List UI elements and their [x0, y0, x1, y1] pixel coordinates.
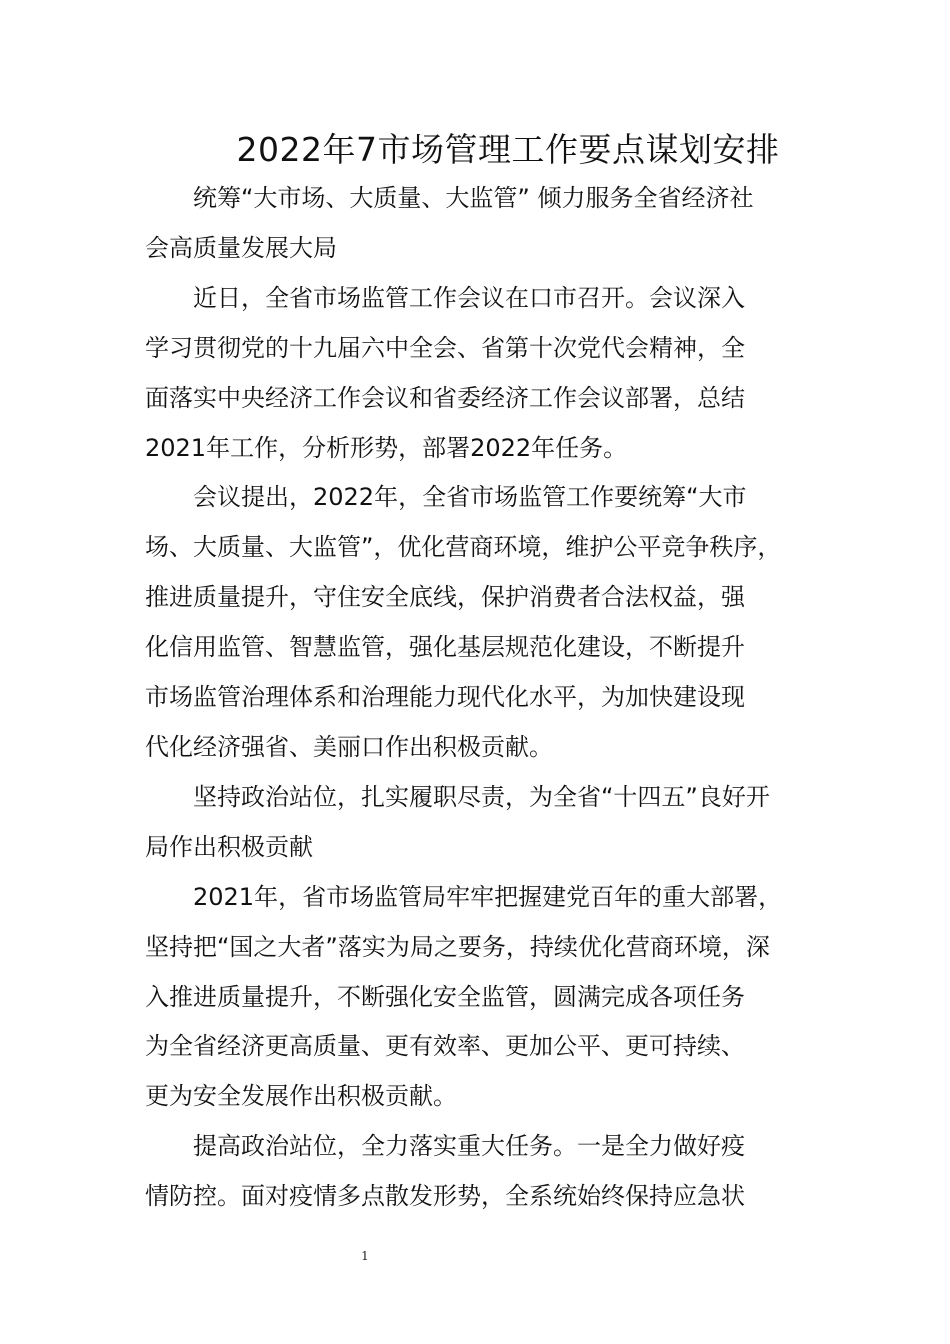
paragraph-line: 更为安全发展作出积极贡献。 [145, 1082, 457, 1111]
document-body [145, 174, 830, 1222]
paragraph [145, 1122, 830, 1222]
paragraph-line: 学习贯彻党的十九届六中全会、省第十次党代会精神，全 [145, 333, 745, 362]
paragraph-line: 会议提出，2022年，全省市场监管工作要统筹“大市 [193, 483, 747, 512]
paragraph-line: 2021年，省市场监管局牢牢把握建党百年的重大部署， [193, 882, 783, 911]
paragraph [145, 873, 830, 1123]
paragraph [145, 773, 830, 873]
paragraph-line: 2021年工作，分析形势，部署2022年任务。 [145, 433, 628, 462]
paragraph-line: 坚持把“国之大者”落实为局之要务，持续优化营商环境，深 [145, 932, 770, 961]
document-title: 2022年7市场管理工作要点谋划安排 [236, 130, 780, 169]
paragraph [145, 174, 830, 274]
paragraph-line: 局作出积极贡献 [145, 832, 313, 861]
paragraph-line: 推进质量提升，守住安全底线，保护消费者合法权益，强 [145, 583, 745, 612]
paragraph-line: 化信用监管、智慧监管，强化基层规范化建设，不断提升 [145, 633, 745, 662]
paragraph-line: 会高质量发展大局 [145, 233, 337, 262]
paragraph-line: 统筹“大市场、大质量、大监管” 倾力服务全省经济社 [193, 184, 754, 212]
paragraph-line: 为全省经济更高质量、更有效率、更加公平、更可持续、 [145, 1032, 745, 1061]
paragraph [145, 274, 830, 474]
paragraph [145, 473, 830, 772]
paragraph-line: 提高政治站位，全力落实重大任务。一是全力做好疫 [193, 1132, 745, 1161]
paragraph-line: 代化经济强省、美丽口作出积极贡献。 [145, 732, 553, 761]
paragraph-line: 场、大质量、大监管”，优化营商环境，维护公平竞争秩序， [145, 533, 782, 562]
paragraph-line: 近日，全省市场监管工作会议在口市召开。会议深入 [193, 283, 745, 312]
page-number: 1 [361, 1249, 369, 1263]
paragraph-line: 入推进质量提升，不断强化安全监管，圆满完成各项任务 [145, 982, 745, 1011]
paragraph-line: 情防控。面对疫情多点散发形势，全系统始终保持应急状 [145, 1182, 745, 1211]
paragraph-line: 坚持政治站位，扎实履职尽责，为全省“十四五”良好开 [193, 782, 770, 811]
paragraph-line: 面落实中央经济工作会议和省委经济工作会议部署，总结 [145, 383, 745, 412]
paragraph-line: 市场监管治理体系和治理能力现代化水平，为加快建设现 [145, 683, 745, 712]
